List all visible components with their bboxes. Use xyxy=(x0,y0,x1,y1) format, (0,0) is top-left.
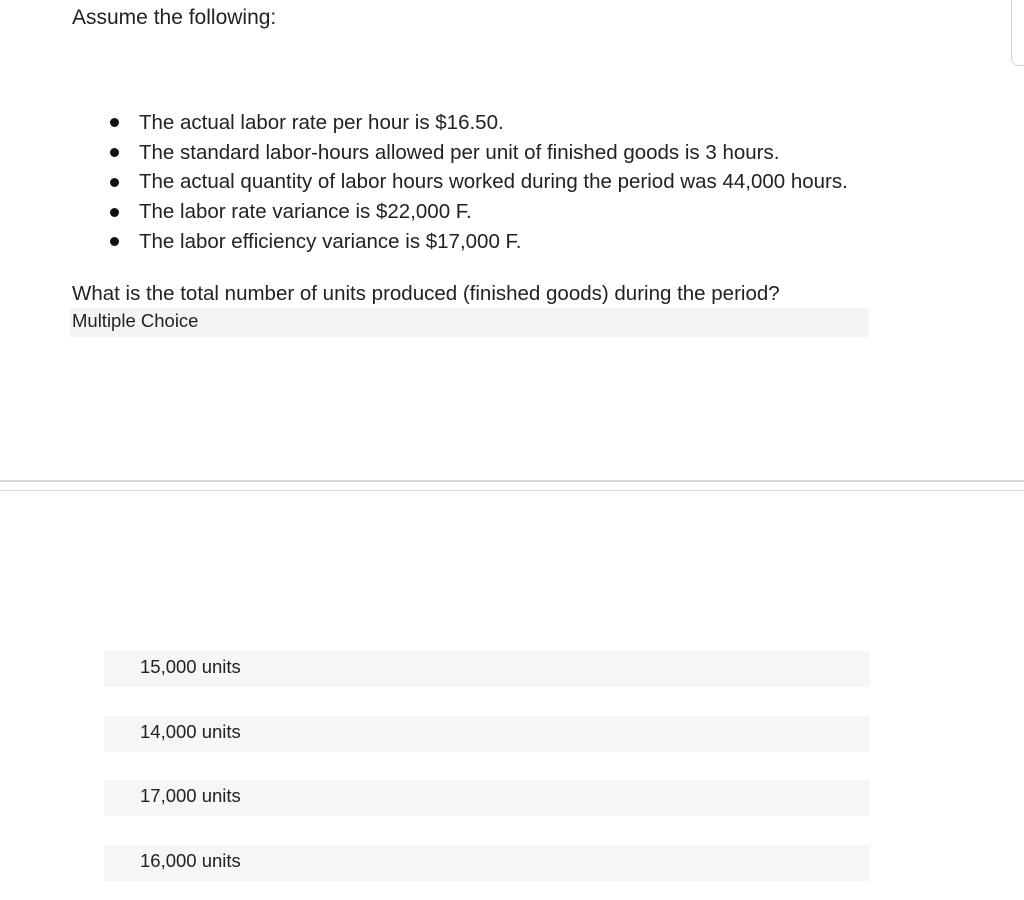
question-text: What is the total number of units produced (finished goods) during the period? xyxy=(72,282,780,305)
bullet-icon xyxy=(110,148,119,157)
list-item xyxy=(104,108,848,138)
assumption-text: The actual labor rate per hour is $16.50. xyxy=(139,110,504,134)
question-type-label: Multiple Choice xyxy=(70,308,869,337)
answer-option-16000[interactable] xyxy=(104,845,870,881)
assumption-text: The actual quantity of labor hours worked during the period was 44,000 hours. xyxy=(139,170,848,194)
bullet-icon xyxy=(110,237,119,246)
answer-option-label: 17,000 units xyxy=(140,785,241,806)
answer-option-label: 15,000 units xyxy=(140,656,241,677)
answer-option-15000[interactable] xyxy=(104,651,870,687)
right-edge-panel xyxy=(1011,0,1024,66)
assumption-text: The standard labor-hours allowed per unit of finished goods is 3 hours. xyxy=(139,140,780,164)
list-item xyxy=(104,227,848,257)
bullet-icon xyxy=(110,208,119,217)
answer-option-label: 14,000 units xyxy=(140,720,241,742)
answer-option-17000[interactable] xyxy=(104,780,870,816)
answer-options xyxy=(104,651,870,900)
assumption-text: The labor rate variance is $22,000 F. xyxy=(139,200,472,224)
assumption-text: The labor efficiency variance is $17,000 F. xyxy=(139,229,522,253)
answer-option-14000[interactable] xyxy=(104,716,870,752)
list-item xyxy=(104,138,848,168)
intro-text: Assume the following: xyxy=(72,6,277,29)
answer-option-label: 16,000 units xyxy=(140,849,241,871)
bullet-icon xyxy=(110,178,119,187)
list-item xyxy=(104,168,848,198)
divider xyxy=(0,480,1024,482)
bullet-icon xyxy=(110,118,119,127)
assumptions-list xyxy=(104,108,848,257)
divider xyxy=(0,490,1024,491)
list-item xyxy=(104,197,848,227)
